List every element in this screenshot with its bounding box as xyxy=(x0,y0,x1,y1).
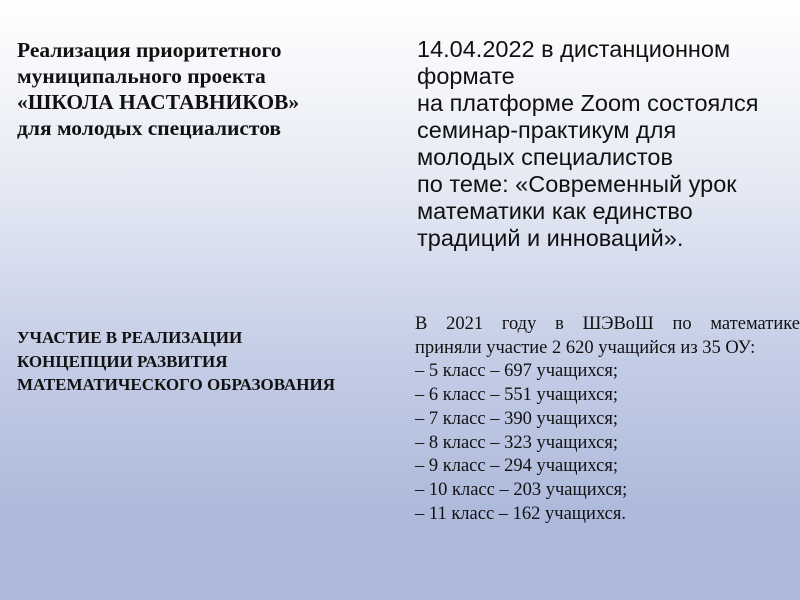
stats-item: – 6 класс – 551 учащихся; xyxy=(415,385,618,406)
seminar-line: формате xyxy=(417,63,515,89)
seminar-line: молодых специалистов xyxy=(417,144,673,170)
seminar-line: семинар-практикум для xyxy=(417,117,677,143)
olympiad-stats xyxy=(415,313,800,526)
stats-item: – 7 класс – 390 учащихся; xyxy=(415,408,618,429)
seminar-line: традиций и инноваций». xyxy=(417,225,684,251)
stats-intro-line: приняли участие 2 620 учащийся из 35 ОУ: xyxy=(415,337,756,358)
heading-line: УЧАСТИЕ В РЕАЛИЗАЦИИ xyxy=(17,328,243,347)
seminar-line: математики как единство xyxy=(417,198,693,224)
seminar-line: на платформе Zoom состоялся xyxy=(417,90,759,116)
title-line: Реализация приоритетного xyxy=(17,38,282,62)
stats-item: – 9 класс – 294 учащихся; xyxy=(415,456,618,477)
title-line: для молодых специалистов xyxy=(17,116,282,140)
stats-intro-line: В 2021 году в ШЭВоШ по математике xyxy=(415,314,800,334)
project-title xyxy=(17,37,397,141)
heading-line: КОНЦЕПЦИИ РАЗВИТИЯ xyxy=(17,351,228,371)
title-line: «ШКОЛА НАСТАВНИКОВ» xyxy=(17,90,300,114)
stats-item: – 5 класс – 697 учащихся; xyxy=(415,361,618,382)
seminar-line: 14.04.2022 в дистанционном xyxy=(417,36,731,62)
stats-item: – 8 класс – 323 учащихся; xyxy=(415,432,618,453)
heading-line: МАТЕМАТИЧЕСКОГО ОБРАЗОВАНИЯ xyxy=(17,375,335,394)
section-heading xyxy=(17,326,407,397)
stats-item: – 11 класс – 162 учащихся. xyxy=(415,503,627,524)
title-line: муниципального проекта xyxy=(17,64,266,88)
seminar-description xyxy=(417,36,797,252)
stats-item: – 10 класс – 203 учащихся; xyxy=(415,479,628,500)
seminar-line: по теме: «Современный урок xyxy=(417,171,737,197)
